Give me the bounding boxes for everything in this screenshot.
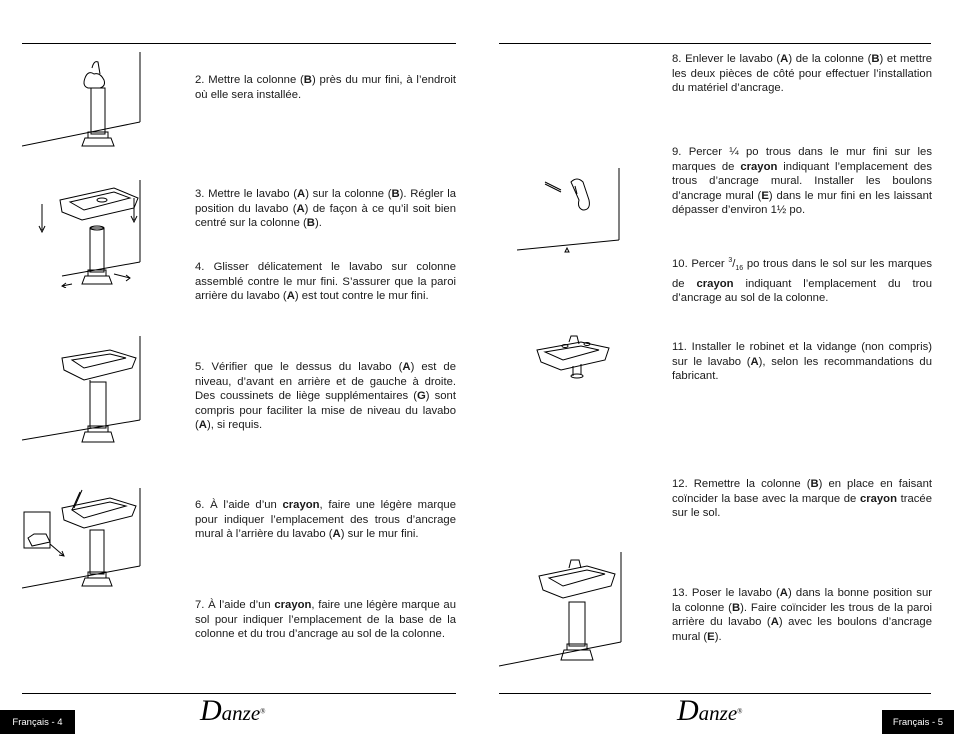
header-rule-left bbox=[22, 43, 456, 44]
drill-anchor-illustration bbox=[517, 164, 637, 260]
step-5-text: 5. Vérifier que le dessus du lavabo (A) est de niveau, d’avant en arrière et de gauche à droite. Des coussinets de liège supplémentaires (G) sont compris pour faciliter la mise de niveau du lavabo (A), si requis. bbox=[195, 361, 456, 432]
step-6-text: 6. À l’aide d’un crayon, faire une légère marque pour indiquer l’emplacement des trous d’ancrage mural à l’arrière du lavabo (A) sur le mur fini. bbox=[195, 499, 456, 541]
step-11-text: 11. Installer le robinet et la vidange (non compris) sur le lavabo (A), selon les recommandations du fabricant. bbox=[672, 341, 932, 383]
brand-logo-right: Danze® bbox=[677, 694, 743, 727]
step-13-text: 13. Poser le lavabo (A) dans la bonne position sur la colonne (B). Faire coïncider les trous de la paroi arrière du lavabo (A) avec les boulons d’ancrage mural (E). bbox=[672, 587, 933, 643]
step-7-text: 7. À l’aide d’un crayon, faire une légère marque au sol pour indiquer l’emplacement de la base de la colonne et du trou d’ancrage au sol de la colonne. bbox=[195, 599, 456, 641]
step-8-text: 8. Enlever le lavabo (A) de la colonne (B) et mettre les deux pièces de côté pour effectuer l’installation du matériel d’ancrage. bbox=[672, 53, 932, 95]
pedestal-placement-illustration bbox=[22, 52, 154, 150]
step-3-text: 3. Mettre le lavabo (A) sur la colonne (B). Régler la position du lavabo (A) de façon à ce qu’il soit bien centré sur la colonne (B). bbox=[195, 188, 457, 230]
step-12-text: 12. Remettre la colonne (B) en place en faisant coïncider la base avec la marque de crayon tracée sur le sol. bbox=[672, 478, 932, 520]
wall-mark-illustration bbox=[22, 488, 154, 590]
page-number-badge-left bbox=[0, 710, 75, 734]
sink-mounted-illustration bbox=[499, 552, 633, 670]
faucet-install-illustration bbox=[533, 332, 615, 382]
header-rule-right bbox=[499, 43, 931, 44]
step-4-text: 4. Glisser délicatement le lavabo sur colonne assemblé contre le mur fini. S’assurer que la paroi arrière du lavabo (A) est tout contre le mur fini. bbox=[195, 261, 456, 303]
brand-logo-left: Danze® bbox=[200, 694, 266, 727]
step-2-text: 2. Mettre la colonne (B) près du mur fini, à l’endroit où elle sera installée. bbox=[195, 74, 456, 101]
step-9-text: 9. Percer ¼ po trous dans le mur fini sur les marques de crayon indiquant l’emplacement des trous d’ancrage mural. Installer les boulons d’ancrage mural (E) dans le mur fini en les laissant dépasser d’environ 1½ po. bbox=[672, 146, 932, 217]
level-check-illustration bbox=[22, 336, 154, 448]
step-10-text: 10. Percer $^3/_{16}$ po trous dans le sol sur les marques de crayon indiquant l’emplacement du trou d’ancrage au sol de la colonne. bbox=[672, 257, 932, 305]
page-number-badge-right bbox=[882, 710, 954, 734]
right-page bbox=[477, 0, 954, 738]
sink-on-pedestal-illustration bbox=[22, 180, 154, 288]
page-number-right: Français - 5 bbox=[892, 716, 944, 728]
page-number-left: Français - 4 bbox=[12, 716, 63, 728]
